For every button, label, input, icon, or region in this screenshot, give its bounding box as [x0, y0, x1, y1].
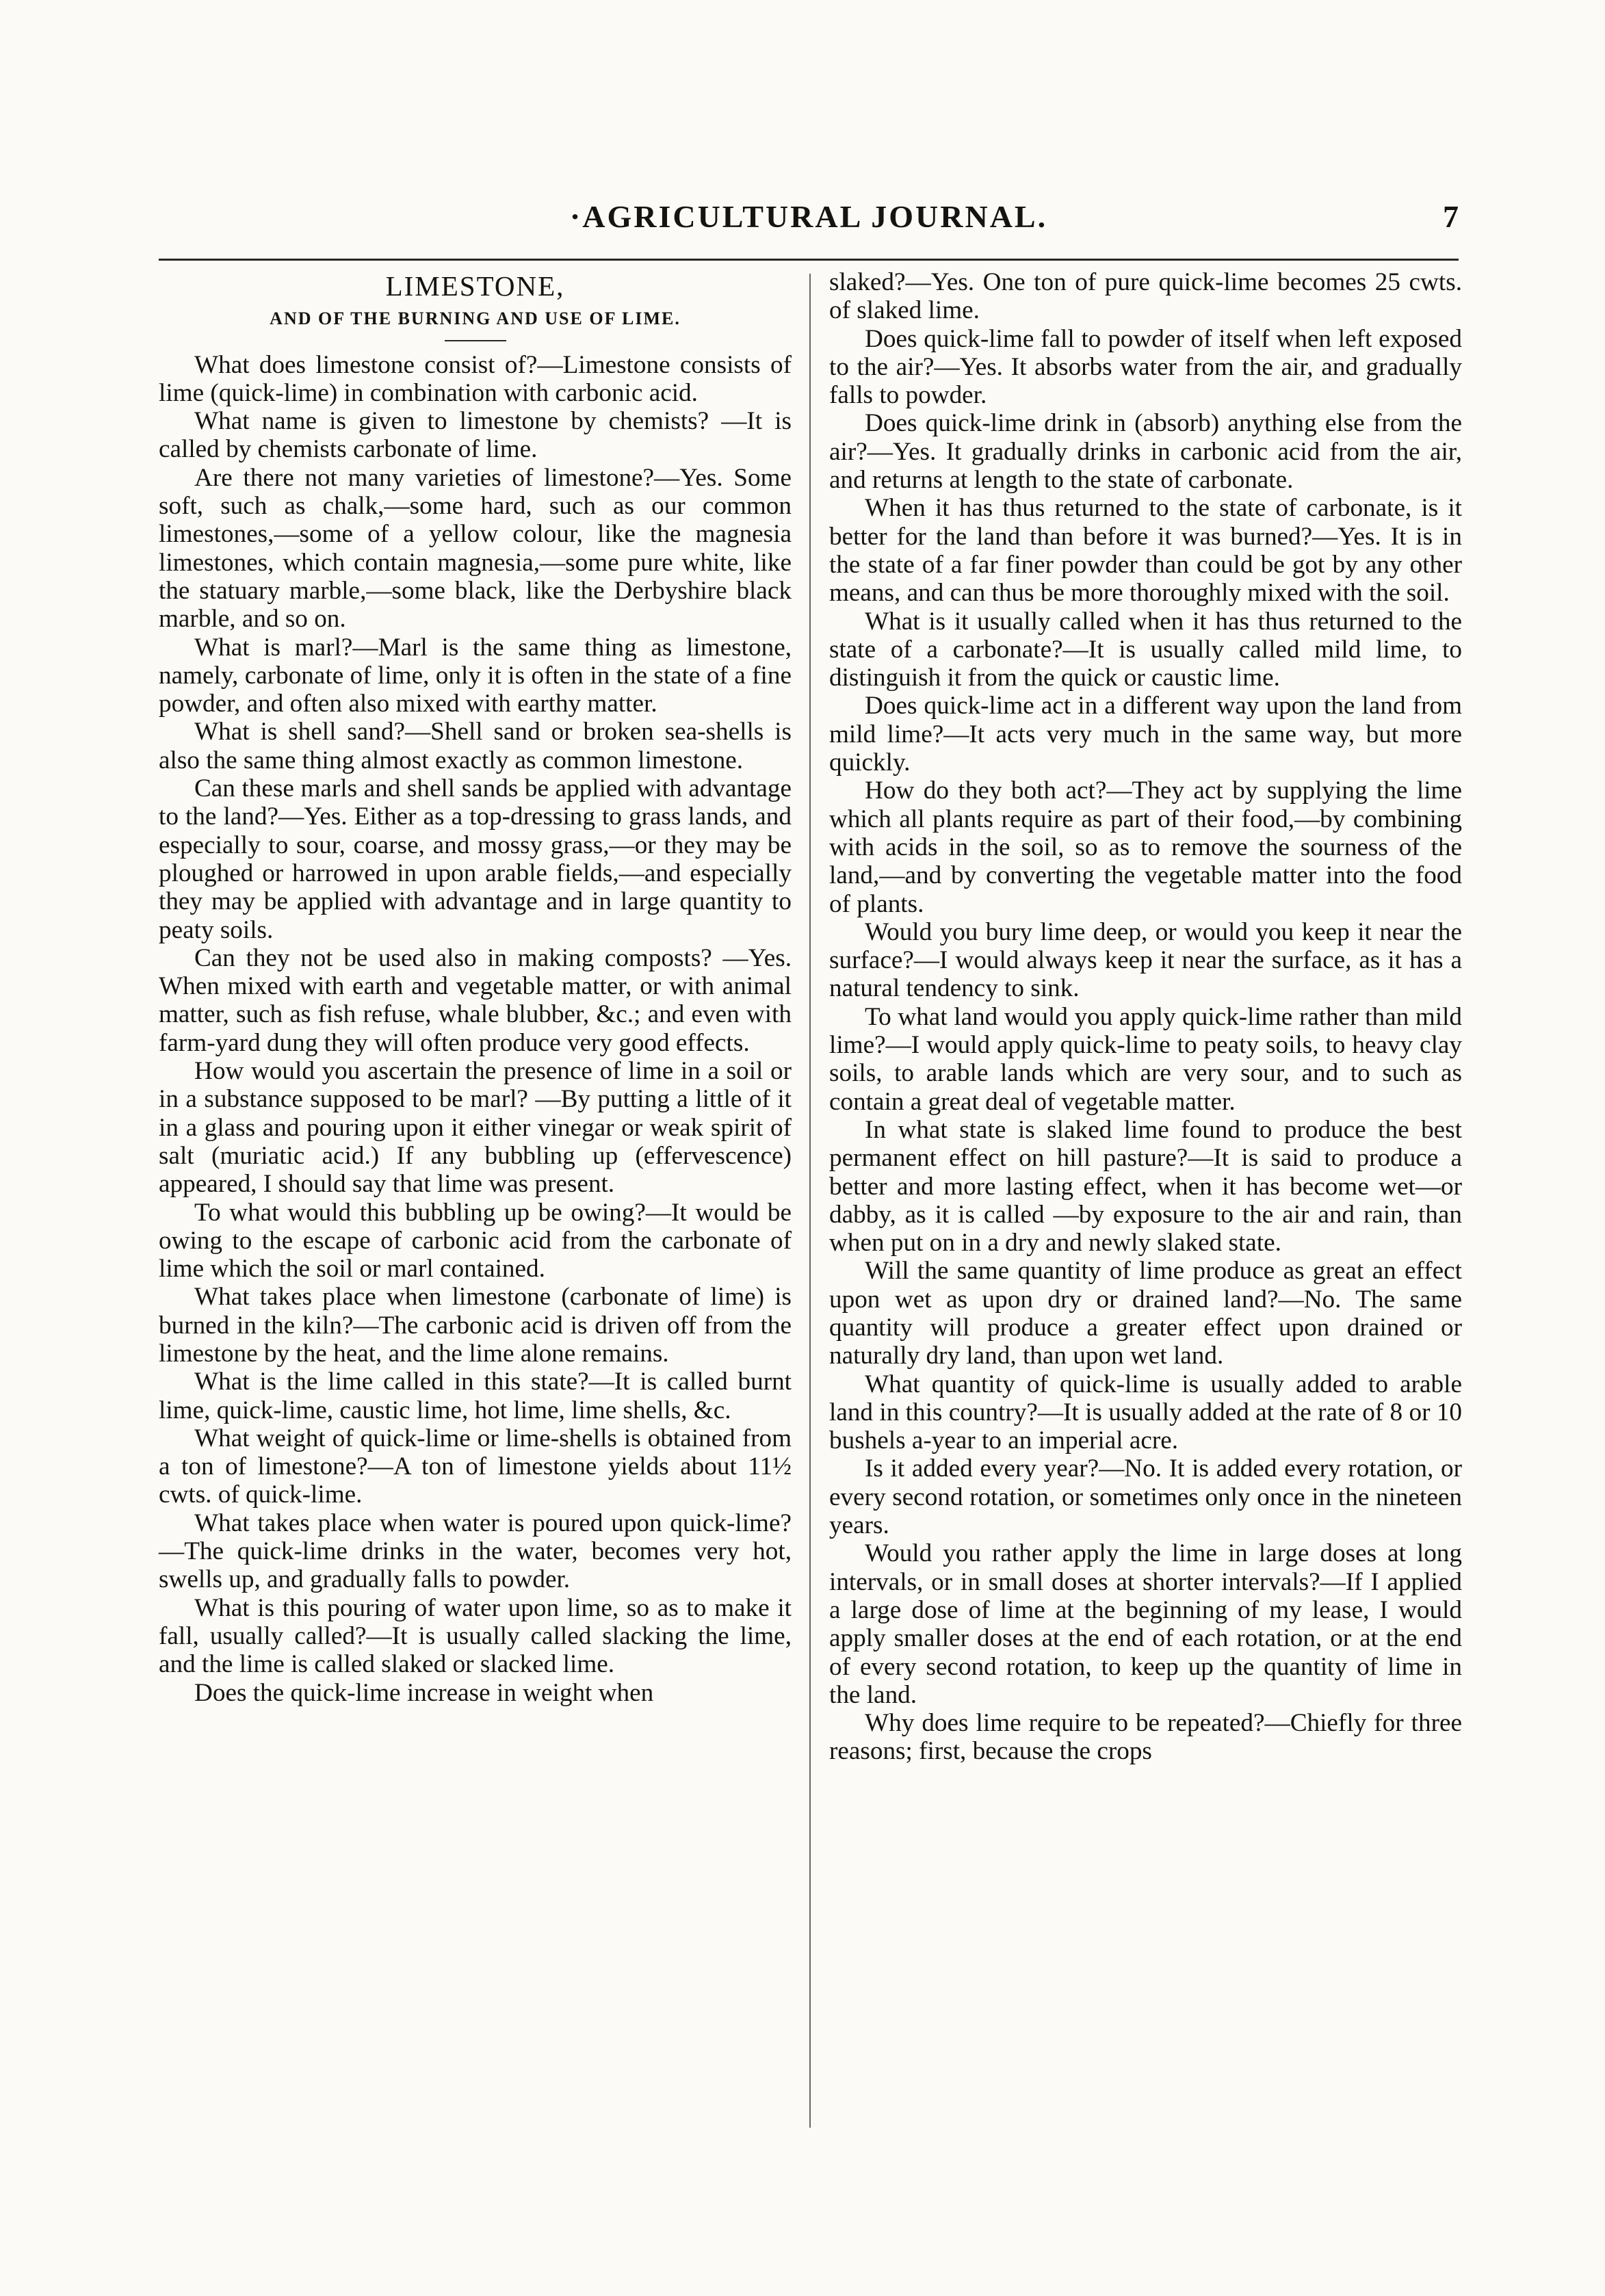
right-column: [829, 268, 1462, 1766]
paragraph: Does quick-lime drink in (absorb) anything else from the air?—Yes. It gradually drinks in carbonic acid from the air, and returns at length to the state of carbonate.: [829, 409, 1462, 495]
paragraph: What name is given to limestone by chemists? —It is called by chemists carbonate of lime.: [159, 407, 792, 464]
paragraph: What is the lime called in this state?—It is called burnt lime, quick-lime, caustic lime, hot lime, lime shells, &c.: [159, 1368, 792, 1424]
left-column: [159, 268, 792, 1707]
paragraph: Is it added every year?—No. It is added every rotation, or every second rotation, or sometimes only once in the nineteen years.: [829, 1454, 1462, 1540]
paragraph: What is shell sand?—Shell sand or broken sea-shells is also the same thing almost exactly as common limestone.: [159, 718, 792, 774]
page-number: 7: [1443, 199, 1459, 234]
paragraph: Does quick-lime fall to powder of itself when left exposed to the air?—Yes. It absorbs water from the air, and gradually falls to powder.: [829, 324, 1462, 410]
paragraph: How would you ascertain the presence of lime in a soil or in a substance supposed to be marl? —By putting a little of it in a glass and pouring upon it either vinegar or weak spirit of salt (muriatic acid.) If any bubbling up (effervescence) appeared, I should say that lime was present.: [159, 1057, 792, 1199]
paragraph: When it has thus returned to the state of carbonate, is it better for the land than before it was burned?—Yes. It is in the state of a far finer powder than could be got by any other means, and can thus be more thoroughly mixed with the soil.: [829, 494, 1462, 608]
paragraph: Would you rather apply the lime in large doses at long intervals, or in small doses at shorter intervals?—If I applied a large dose of lime at the beginning of my lease, I would apply smaller doses at the end of each rotation, or at the end of every second rotation, to keep up the quantity of lime in the land.: [829, 1539, 1462, 1709]
article-title: LIMESTONE,: [385, 270, 565, 302]
column-divider: [809, 274, 811, 2128]
paragraph: What takes place when limestone (carbonate of lime) is burned in the kiln?—The carbonic acid is driven off from the limestone by the heat, and the lime alone remains.: [159, 1283, 792, 1368]
paragraph: What is it usually called when it has thus returned to the state of a carbonate?—It is usually called mild lime, to distinguish it from the quick or caustic lime.: [829, 607, 1462, 692]
article-subtitle: AND OF THE BURNING AND USE OF LIME.: [270, 309, 681, 329]
paragraph: How do they both act?—They act by supplying the lime which all plants require as part of their food,—by combining with acids in the soil, so as to remove the sourness of the land,—and by converting the vegetable matter into the food of plants.: [829, 777, 1462, 918]
paragraph: What takes place when water is poured upon quick-lime?—The quick-lime drinks in the water, becomes very hot, swells up, and gradually falls to powder.: [159, 1509, 792, 1594]
page-header: [159, 198, 1459, 253]
paragraph: To what would this bubbling up be owing?—It would be owing to the escape of carbonic acid from the carbonate of lime which the soil or marl contained.: [159, 1198, 792, 1283]
running-title: ·AGRICULTURAL JOURNAL.: [569, 199, 1048, 234]
paragraph: To what land would you apply quick-lime rather than mild lime?—I would apply quick-lime to peaty soils, to heavy clay soils, to arable lands which are very sour, and to such as contain a great deal of vegetable matter.: [829, 1002, 1462, 1116]
paragraph: Why does lime require to be repeated?—Chiefly for three reasons; first, because the crops: [829, 1709, 1462, 1766]
paragraph: What is this pouring of water upon lime, so as to make it fall, usually called?—It is usually called slacking the lime, and the lime is called slaked or slacked lime.: [159, 1593, 792, 1679]
paragraph: slaked?—Yes. One ton of pure quick-lime becomes 25 cwts. of slaked lime.: [829, 268, 1462, 325]
paragraph: Will the same quantity of lime produce as great an effect upon wet as upon dry or drained land?—No. The same quantity will produce a greater effect upon drained or naturally dry land, than upon wet land.: [829, 1257, 1462, 1370]
paragraph: In what state is slaked lime found to produce the best permanent effect on hill pasture?—It is said to produce a better and more lasting effect, when it has become wet—or dabby, as it is called —by exposure to the air and rain, than when put on in a dry and newly slaked state.: [829, 1115, 1462, 1257]
paragraph: Are there not many varieties of limestone?—Yes. Some soft, such as chalk,—some hard, such as our common limestones,—some of a yellow colour, like the magnesia limestones, which contain magnesia,—some pure white, like the statuary marble,—some black, like the Derbyshire black marble, and so on.: [159, 463, 792, 634]
paragraph: Would you bury lime deep, or would you keep it near the surface?—I would always keep it near the surface, as it has a natural tendency to sink.: [829, 917, 1462, 1003]
paragraph: What quantity of quick-lime is usually added to arable land in this country?—It is usually added at the rate of 8 or 10 bushels a-year to an imperial acre.: [829, 1370, 1462, 1455]
paragraph: Can these marls and shell sands be applied with advantage to the land?—Yes. Either as a top-dressing to grass lands, and especially to sour, coarse, and mossy grass,—or they may be ploughed or harrowed in upon arable fields,—and especially they may be applied with advantage and in large quantity to peaty soils.: [159, 774, 792, 944]
paragraph: Can they not be used also in making composts? —Yes. When mixed with earth and vegetable matter, or with animal matter, such as fish refuse, whale blubber, &c.; and even with farm-yard dung they will often produce very good effects.: [159, 943, 792, 1057]
paragraph: What weight of quick-lime or lime-shells is obtained from a ton of limestone?—A ton of limestone yields about 11½ cwts. of quick-lime.: [159, 1424, 792, 1509]
paragraph: What does limestone consist of?—Limestone consists of lime (quick-lime) in combination with carbonic acid.: [159, 350, 792, 407]
paragraph: What is marl?—Marl is the same thing as limestone, namely, carbonate of lime, only it is often in the state of a fine powder, and often also mixed with earthy matter.: [159, 633, 792, 718]
title-separator: [445, 340, 506, 341]
paragraph: Does the quick-lime increase in weight when: [194, 1678, 654, 1707]
paragraph: Does quick-lime act in a different way upon the land from mild lime?—It acts very much in the same way, but more quickly.: [829, 692, 1462, 777]
header-rule: [159, 259, 1459, 261]
